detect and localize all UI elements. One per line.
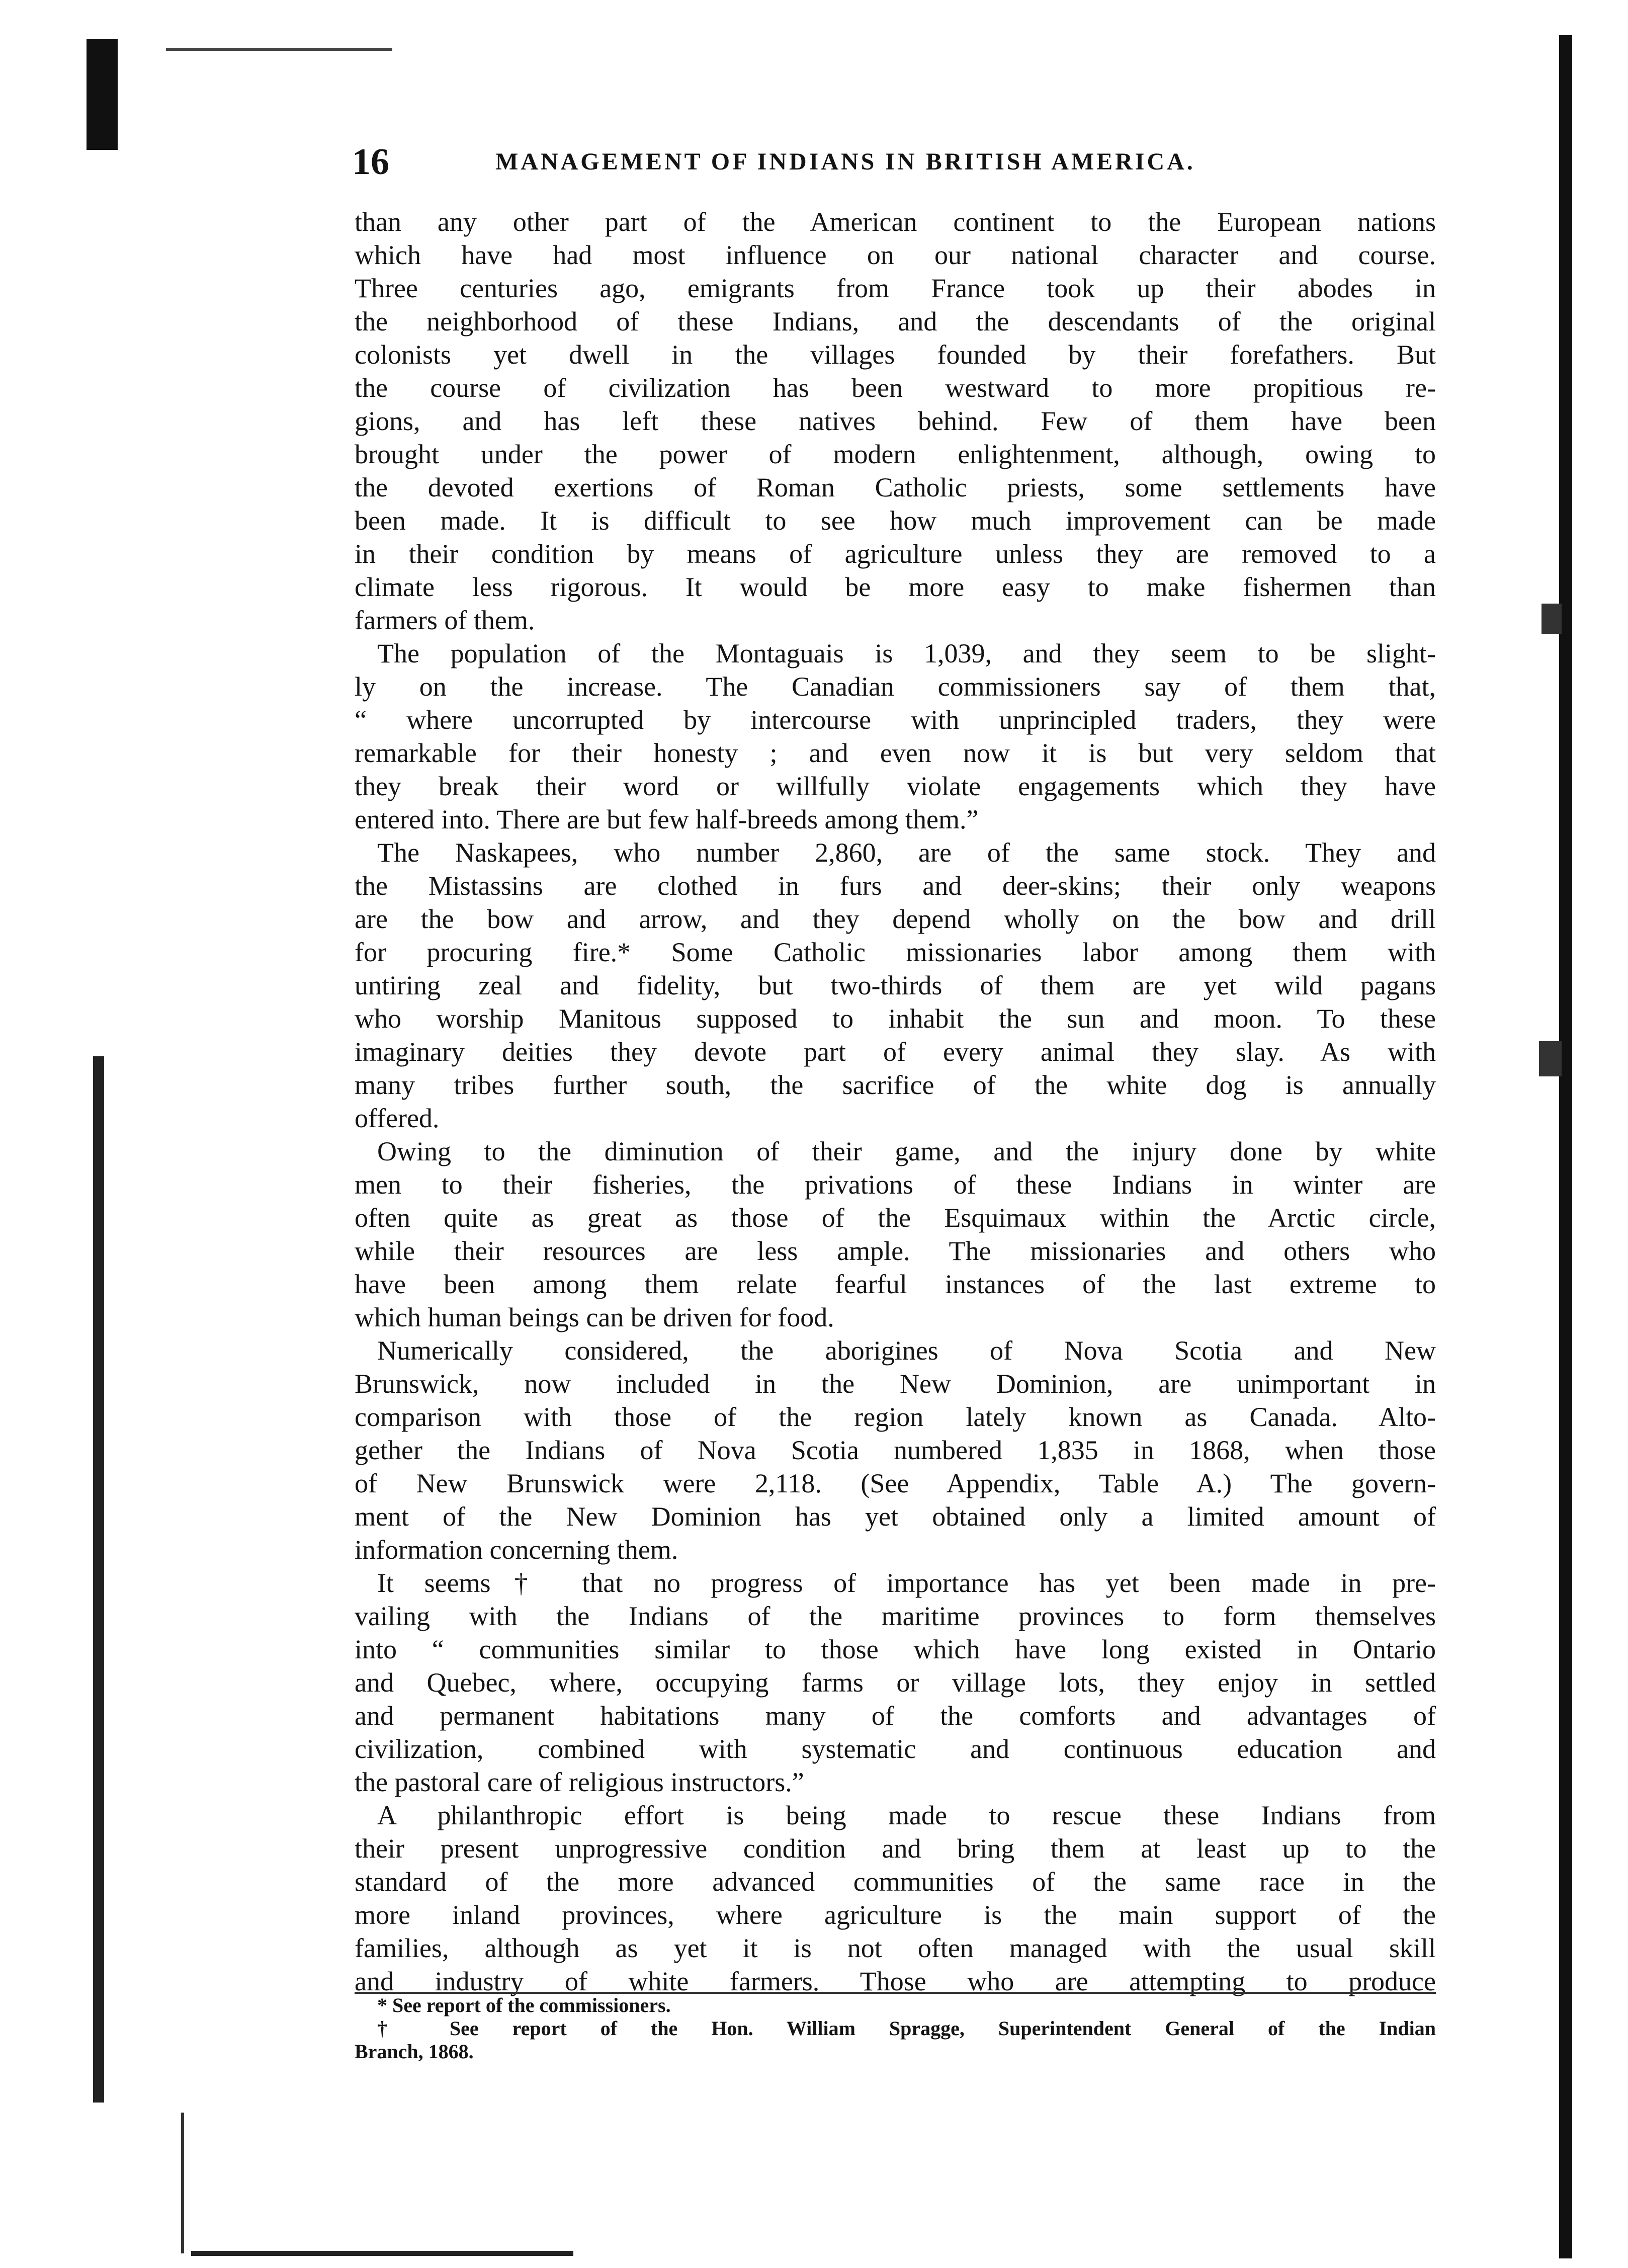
- text-line: been made. It is difficult to see how much improvement can be made: [355, 506, 1436, 536]
- text-line: gether the Indians of Nova Scotia numbered 1,835 in 1868, when those: [355, 1435, 1436, 1465]
- text-line: brought under the power of modern enlightenment, although, owing to: [355, 439, 1436, 469]
- running-title: MANAGEMENT OF INDIANS IN BRITISH AMERICA.: [495, 148, 1195, 175]
- scan-edge-line: [191, 2251, 573, 2256]
- text-line: The Naskapees, who number 2,860, are of the same stock. They and: [377, 837, 1436, 868]
- text-line: which have had most influence on our national character and course.: [355, 240, 1436, 270]
- text-line: and Quebec, where, occupying farms or village lots, they enjoy in settled: [355, 1667, 1436, 1698]
- text-line: the course of civilization has been westward to more propitious re-: [355, 373, 1436, 403]
- text-line: It seems† that no progress of importance has yet been made in pre-: [377, 1568, 1436, 1598]
- text-line: men to their fisheries, the privations of these Indians in winter are: [355, 1169, 1436, 1200]
- scan-edge-line: [181, 2113, 184, 2253]
- text-line: who worship Manitous supposed to inhabit the sun and moon. To these: [355, 1003, 1436, 1034]
- text-line: information concerning them.: [355, 1535, 678, 1565]
- text-line: the Mistassins are clothed in furs and deer-skins; their only weapons: [355, 871, 1436, 901]
- text-line: they break their word or willfully violate engagements which they have: [355, 771, 1436, 801]
- text-line: civilization, combined with systematic and continuous education and: [355, 1734, 1436, 1764]
- text-line: families, although as yet it is not often managed with the usual skill: [355, 1933, 1436, 1963]
- text-line: Numerically considered, the aborigines of Nova Scotia and New: [377, 1335, 1436, 1366]
- text-line: their present unprogressive condition and bring them at least up to the: [355, 1833, 1436, 1864]
- scan-gutter-mark: [1539, 1041, 1562, 1076]
- text-line: in their condition by means of agriculture unless they are removed to a: [355, 539, 1436, 569]
- text-line: have been among them relate fearful instances of the last extreme to: [355, 1269, 1436, 1299]
- text-line: climate less rigorous. It would be more easy to make fishermen than: [355, 572, 1436, 602]
- text-line: gions, and has left these natives behind. Few of them have been: [355, 406, 1436, 436]
- text-line: ment of the New Dominion has yet obtained only a limited amount of: [355, 1501, 1436, 1532]
- scan-edge-line: [166, 48, 392, 51]
- text-line: more inland provinces, where agriculture is the main support of the: [355, 1900, 1436, 1930]
- scan-gutter-shadow: [1559, 35, 1572, 2258]
- scan-edge-mark: [93, 1056, 104, 2103]
- text-line: The population of the Montaguais is 1,039, and they seem to be slight-: [377, 638, 1436, 668]
- text-line: are the bow and arrow, and they depend wholly on the bow and drill: [355, 904, 1436, 934]
- footnote: † See report of the Hon. William Spragge, Superintendent General of the Indian: [377, 2017, 1436, 2040]
- text-line: entered into. There are but few half-breeds among them.”: [355, 804, 979, 834]
- text-line: A philanthropic effort is being made to rescue these Indians from: [377, 1800, 1436, 1830]
- text-line: “ where uncorrupted by intercourse with unprincipled traders, they were: [355, 705, 1436, 735]
- text-line: Three centuries ago, emigrants from France took up their abodes in: [355, 273, 1436, 303]
- footnotes: [355, 1992, 1436, 2063]
- text-line: untiring zeal and fidelity, but two-thirds of them are yet wild pagans: [355, 970, 1436, 1000]
- text-line: into “ communities similar to those which have long existed in Ontario: [355, 1634, 1436, 1664]
- text-line: and industry of white farmers. Those who are attempting to produce: [355, 1966, 1436, 1996]
- text-line: for procuring fire.* Some Catholic missionaries labor among them with: [355, 937, 1436, 967]
- text-line: than any other part of the American continent to the European nations: [355, 207, 1436, 237]
- text-line: many tribes further south, the sacrifice of the white dog is annually: [355, 1070, 1436, 1100]
- text-line: vailing with the Indians of the maritime provinces to form themselves: [355, 1601, 1436, 1631]
- text-line: standard of the more advanced communities of the same race in the: [355, 1867, 1436, 1897]
- text-line: the pastoral care of religious instructors.”: [355, 1767, 804, 1797]
- text-line: while their resources are less ample. The missionaries and others who: [355, 1236, 1436, 1266]
- text-line: the devoted exertions of Roman Catholic priests, some settlements have: [355, 472, 1436, 502]
- text-line: of New Brunswick were 2,118. (See Appendix, Table A.) The govern-: [355, 1468, 1436, 1498]
- text-line: ly on the increase. The Canadian commissioners say of them that,: [355, 671, 1436, 702]
- text-line: Owing to the diminution of their game, and the injury done by white: [377, 1136, 1436, 1166]
- text-line: the neighborhood of these Indians, and the descendants of the original: [355, 306, 1436, 337]
- scan-gutter-mark: [1541, 604, 1562, 634]
- text-line: Brunswick, now included in the New Dominion, are unimportant in: [355, 1369, 1436, 1399]
- body-text: [355, 205, 1436, 1998]
- text-line: comparison with those of the region lately known as Canada. Alto-: [355, 1402, 1436, 1432]
- text-line: remarkable for their honesty ; and even now it is but very seldom that: [355, 738, 1436, 768]
- page-number: 16: [352, 141, 389, 183]
- footnote-continuation: Branch, 1868.: [355, 2040, 474, 2063]
- text-line: which human beings can be driven for food.: [355, 1302, 834, 1332]
- text-line: and permanent habitations many of the comforts and advantages of: [355, 1701, 1436, 1731]
- footnote: * See report of the commissioners.: [377, 1994, 671, 2017]
- text-line: farmers of them.: [355, 605, 535, 635]
- page-header: [352, 141, 1459, 181]
- text-line: offered.: [355, 1103, 440, 1133]
- text-line: colonists yet dwell in the villages founded by their forefathers. But: [355, 340, 1436, 370]
- scan-edge-mark: [87, 39, 118, 150]
- text-line: imaginary deities they devote part of every animal they slay. As with: [355, 1037, 1436, 1067]
- text-line: often quite as great as those of the Esquimaux within the Arctic circle,: [355, 1203, 1436, 1233]
